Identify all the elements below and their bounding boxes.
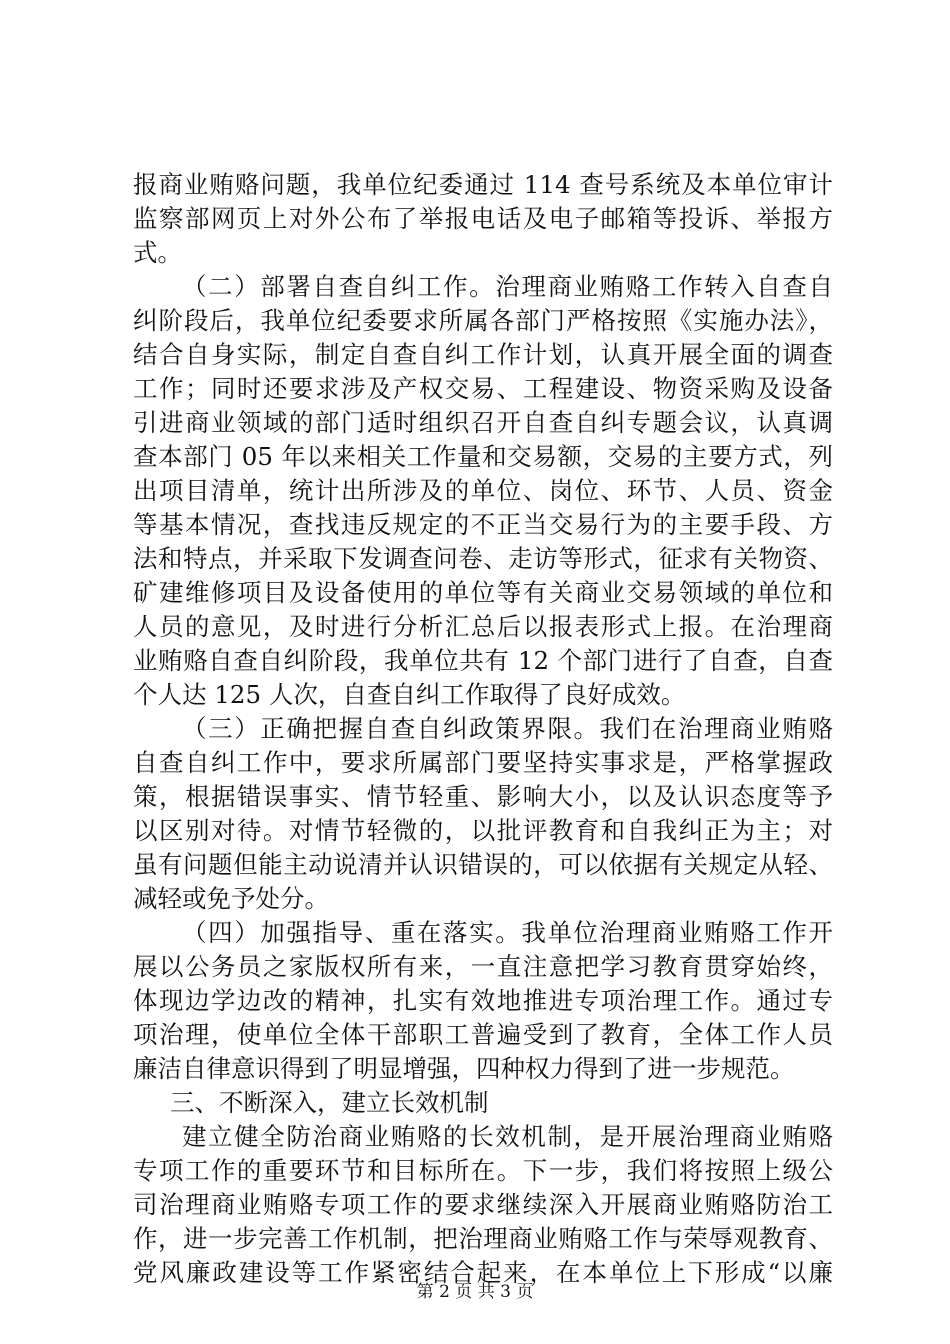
text-line: 党风廉政建设等工作紧密结合起来，在本单位上下形成“以廉 <box>133 1258 833 1287</box>
text-line: 建立健全防治商业贿赂的长效机制，是开展治理商业贿赂 <box>182 1122 833 1151</box>
text-line: 专项工作的重要环节和目标所在。下一步，我们将按照上级公 <box>133 1156 833 1185</box>
section-heading: 三、不断深入，建立长效机制 <box>170 1088 489 1117</box>
text-line: 减轻或免予处分。 <box>133 884 329 913</box>
text-line: 纠阶段后，我单位纪委要求所属各部门严格按照《实施办法》， <box>133 306 833 335</box>
text-line: 项治理，使单位全体干部职工普遍受到了教育，全体工作人员 <box>133 1020 833 1049</box>
paragraph-heading-2: （二）部署自查自纠工作。治理商业贿赂工作转入自查自 <box>182 272 833 301</box>
text-line: 查本部门 05 年以来相关工作量和交易额，交易的主要方式，列 <box>133 442 833 471</box>
text-line: 司治理商业贿赂专项工作的要求继续深入开展商业贿赂防治工 <box>133 1190 833 1219</box>
text-line: 工作；同时还要求涉及产权交易、工程建设、物资采购及设备 <box>133 374 833 403</box>
text-line: 展以公务员之家版权所有来，一直注意把学习教育贯穿始终， <box>133 952 833 981</box>
text-line: 报商业贿赂问题，我单位纪委通过 114 查号系统及本单位审计 <box>133 170 833 199</box>
text-line: 矿建维修项目及设备使用的单位等有关商业交易领域的单位和 <box>133 578 833 607</box>
page-number: 第 2 页 共 3 页 <box>416 1282 534 1302</box>
text-line: 作，进一步完善工作机制，把治理商业贿赂工作与荣辱观教育、 <box>133 1224 833 1253</box>
text-line: 人员的意见，及时进行分析汇总后以报表形式上报。在治理商 <box>133 612 833 641</box>
text-line: 引进商业领域的部门适时组织召开自查自纠专题会议，认真调 <box>133 408 833 437</box>
text-line: 结合自身实际，制定自查自纠工作计划，认真开展全面的调查 <box>133 340 833 369</box>
text-line: 策，根据错误事实、情节轻重、影响大小，以及认识态度等予 <box>133 782 833 811</box>
text-line: 业贿赂自查自纠阶段，我单位共有 12 个部门进行了自查，自查 <box>133 646 833 675</box>
paragraph-heading-4: （四）加强指导、重在落实。我单位治理商业贿赂工作开 <box>182 918 833 947</box>
paragraph-heading-3: （三）正确把握自查自纠政策界限。我们在治理商业贿赂 <box>182 714 833 743</box>
text-line: 式。 <box>133 238 182 267</box>
text-line: 个人达 125 人次，自查自纠工作取得了良好成效。 <box>133 680 686 709</box>
text-line: 以区别对待。对情节轻微的，以批评教育和自我纠正为主；对 <box>133 816 833 845</box>
text-line: 等基本情况，查找违反规定的不正当交易行为的主要手段、方 <box>133 510 833 539</box>
document-body <box>133 168 833 1290</box>
text-line: 监察部网页上对外公布了举报电话及电子邮箱等投诉、举报方 <box>133 204 833 233</box>
text-line: 出项目清单，统计出所涉及的单位、岗位、环节、人员、资金 <box>133 476 833 505</box>
text-line: 自查自纠工作中，要求所属部门要坚持实事求是，严格掌握政 <box>133 748 833 777</box>
text-line: 廉洁自律意识得到了明显增强，四种权力得到了进一步规范。 <box>133 1054 795 1083</box>
text-line: 虽有问题但能主动说清并认识错误的，可以依据有关规定从轻、 <box>133 850 833 879</box>
text-line: 法和特点，并采取下发调查问卷、走访等形式，征求有关物资、 <box>133 544 833 573</box>
text-line: 体现边学边改的精神，扎实有效地推进专项治理工作。通过专 <box>133 986 833 1015</box>
